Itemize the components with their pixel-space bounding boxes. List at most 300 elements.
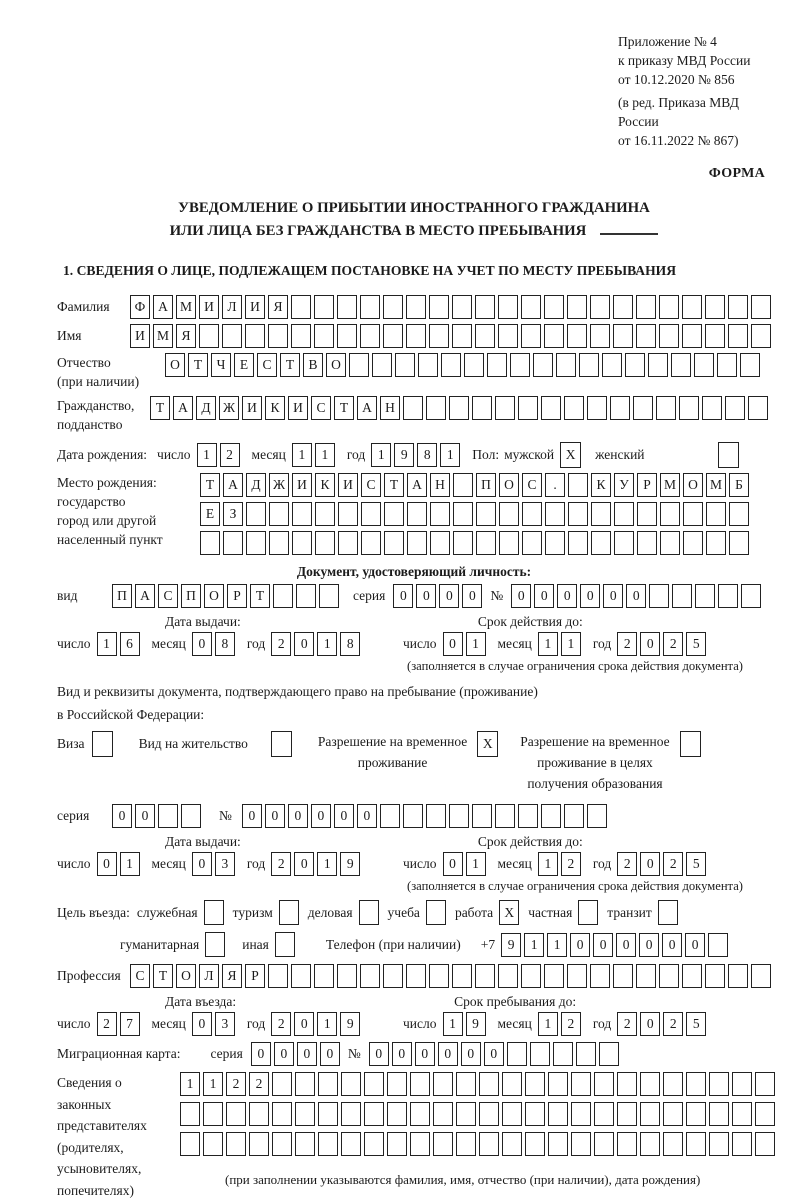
char-cell[interactable]: [510, 353, 530, 377]
char-cell[interactable]: [426, 396, 446, 420]
char-cell[interactable]: [456, 1072, 476, 1096]
char-cell[interactable]: [617, 1132, 637, 1156]
char-cell[interactable]: [272, 1072, 292, 1096]
char-cell[interactable]: [617, 1102, 637, 1126]
purpose-private-checkbox[interactable]: [578, 900, 598, 925]
char-cell[interactable]: 1: [538, 852, 558, 876]
char-cell[interactable]: [648, 353, 668, 377]
char-cell[interactable]: [387, 1132, 407, 1156]
char-cell[interactable]: Д: [246, 473, 266, 497]
char-cell[interactable]: [296, 584, 316, 608]
char-cell[interactable]: [590, 324, 610, 348]
char-cell[interactable]: 8: [417, 443, 437, 467]
char-cell[interactable]: [226, 1132, 246, 1156]
char-cell[interactable]: [683, 502, 703, 526]
char-cell[interactable]: [360, 964, 380, 988]
char-cell[interactable]: М: [706, 473, 726, 497]
char-cell[interactable]: [617, 1072, 637, 1096]
char-cell[interactable]: И: [130, 324, 150, 348]
char-cell[interactable]: [203, 1132, 223, 1156]
char-cell[interactable]: [245, 324, 265, 348]
char-cell[interactable]: [430, 531, 450, 555]
char-cell[interactable]: 5: [686, 852, 706, 876]
char-cell[interactable]: 0: [242, 804, 262, 828]
char-cell[interactable]: 0: [392, 1042, 412, 1066]
char-cell[interactable]: [180, 1102, 200, 1126]
char-cell[interactable]: В: [303, 353, 323, 377]
char-cell[interactable]: А: [223, 473, 243, 497]
char-cell[interactable]: И: [242, 396, 262, 420]
char-cell[interactable]: 0: [135, 804, 155, 828]
char-cell[interactable]: 2: [561, 852, 581, 876]
char-cell[interactable]: 0: [192, 1012, 212, 1036]
char-cell[interactable]: 2: [249, 1072, 269, 1096]
char-cell[interactable]: [553, 1042, 573, 1066]
char-cell[interactable]: 2: [97, 1012, 117, 1036]
char-cell[interactable]: [338, 502, 358, 526]
char-cell[interactable]: 2: [617, 852, 637, 876]
char-cell[interactable]: [341, 1132, 361, 1156]
char-cell[interactable]: [702, 396, 722, 420]
char-cell[interactable]: 1: [197, 443, 217, 467]
char-cell[interactable]: [636, 964, 656, 988]
purpose-work-checkbox[interactable]: X: [499, 900, 519, 925]
char-cell[interactable]: 0: [640, 632, 660, 656]
char-cell[interactable]: [672, 584, 692, 608]
char-cell[interactable]: 0: [294, 1012, 314, 1036]
char-cell[interactable]: [579, 353, 599, 377]
char-cell[interactable]: 2: [663, 852, 683, 876]
char-cell[interactable]: [295, 1072, 315, 1096]
char-cell[interactable]: [682, 324, 702, 348]
char-cell[interactable]: [751, 324, 771, 348]
char-cell[interactable]: 0: [97, 852, 117, 876]
char-cell[interactable]: 0: [557, 584, 577, 608]
char-cell[interactable]: [222, 324, 242, 348]
char-cell[interactable]: З: [223, 502, 243, 526]
char-cell[interactable]: 0: [639, 933, 659, 957]
char-cell[interactable]: Ч: [211, 353, 231, 377]
edu-residence-permit-checkbox[interactable]: [680, 731, 701, 757]
char-cell[interactable]: [545, 531, 565, 555]
char-cell[interactable]: [337, 295, 357, 319]
char-cell[interactable]: [433, 1132, 453, 1156]
char-cell[interactable]: [568, 531, 588, 555]
char-cell[interactable]: [292, 502, 312, 526]
char-cell[interactable]: [755, 1132, 775, 1156]
char-cell[interactable]: [158, 804, 178, 828]
char-cell[interactable]: С: [257, 353, 277, 377]
char-cell[interactable]: 1: [561, 632, 581, 656]
char-cell[interactable]: [349, 353, 369, 377]
char-cell[interactable]: [640, 1132, 660, 1156]
char-cell[interactable]: [683, 531, 703, 555]
char-cell[interactable]: [453, 502, 473, 526]
char-cell[interactable]: К: [315, 473, 335, 497]
char-cell[interactable]: С: [311, 396, 331, 420]
char-cell[interactable]: [380, 804, 400, 828]
char-cell[interactable]: [679, 396, 699, 420]
char-cell[interactable]: П: [181, 584, 201, 608]
char-cell[interactable]: 2: [226, 1072, 246, 1096]
char-cell[interactable]: С: [361, 473, 381, 497]
char-cell[interactable]: [292, 531, 312, 555]
char-cell[interactable]: 0: [112, 804, 132, 828]
char-cell[interactable]: [637, 502, 657, 526]
char-cell[interactable]: 7: [120, 1012, 140, 1036]
char-cell[interactable]: [594, 1072, 614, 1096]
char-cell[interactable]: [741, 584, 761, 608]
char-cell[interactable]: Ж: [269, 473, 289, 497]
char-cell[interactable]: [548, 1072, 568, 1096]
char-cell[interactable]: [571, 1102, 591, 1126]
char-cell[interactable]: [525, 1132, 545, 1156]
char-cell[interactable]: 0: [443, 632, 463, 656]
char-cell[interactable]: 0: [251, 1042, 271, 1066]
char-cell[interactable]: [246, 502, 266, 526]
char-cell[interactable]: [732, 1132, 752, 1156]
char-cell[interactable]: [479, 1072, 499, 1096]
char-cell[interactable]: [705, 964, 725, 988]
char-cell[interactable]: [226, 1102, 246, 1126]
char-cell[interactable]: 0: [297, 1042, 317, 1066]
char-cell[interactable]: [272, 1102, 292, 1126]
char-cell[interactable]: [249, 1102, 269, 1126]
char-cell[interactable]: 0: [511, 584, 531, 608]
sex-male-checkbox[interactable]: X: [560, 442, 581, 468]
char-cell[interactable]: Н: [380, 396, 400, 420]
char-cell[interactable]: 0: [603, 584, 623, 608]
char-cell[interactable]: [521, 295, 541, 319]
char-cell[interactable]: [732, 1102, 752, 1126]
char-cell[interactable]: [530, 1042, 550, 1066]
char-cell[interactable]: 1: [371, 443, 391, 467]
char-cell[interactable]: [406, 324, 426, 348]
char-cell[interactable]: [729, 531, 749, 555]
char-cell[interactable]: 2: [220, 443, 240, 467]
char-cell[interactable]: [614, 502, 634, 526]
char-cell[interactable]: 1: [466, 852, 486, 876]
char-cell[interactable]: [319, 584, 339, 608]
char-cell[interactable]: [418, 353, 438, 377]
char-cell[interactable]: [717, 353, 737, 377]
char-cell[interactable]: [729, 502, 749, 526]
char-cell[interactable]: [476, 502, 496, 526]
char-cell[interactable]: [659, 324, 679, 348]
char-cell[interactable]: [429, 324, 449, 348]
char-cell[interactable]: [406, 964, 426, 988]
char-cell[interactable]: [452, 295, 472, 319]
char-cell[interactable]: [571, 1132, 591, 1156]
char-cell[interactable]: 0: [311, 804, 331, 828]
char-cell[interactable]: Т: [280, 353, 300, 377]
char-cell[interactable]: [318, 1072, 338, 1096]
char-cell[interactable]: [364, 1102, 384, 1126]
char-cell[interactable]: 2: [561, 1012, 581, 1036]
char-cell[interactable]: Н: [430, 473, 450, 497]
purpose-business-checkbox[interactable]: [359, 900, 379, 925]
char-cell[interactable]: 0: [393, 584, 413, 608]
char-cell[interactable]: [556, 353, 576, 377]
char-cell[interactable]: 1: [292, 443, 312, 467]
char-cell[interactable]: И: [199, 295, 219, 319]
char-cell[interactable]: 0: [626, 584, 646, 608]
char-cell[interactable]: [740, 353, 760, 377]
char-cell[interactable]: М: [176, 295, 196, 319]
char-cell[interactable]: [318, 1132, 338, 1156]
char-cell[interactable]: [295, 1102, 315, 1126]
char-cell[interactable]: [200, 531, 220, 555]
char-cell[interactable]: И: [338, 473, 358, 497]
char-cell[interactable]: [732, 1072, 752, 1096]
char-cell[interactable]: 0: [265, 804, 285, 828]
char-cell[interactable]: [545, 502, 565, 526]
char-cell[interactable]: [649, 584, 669, 608]
char-cell[interactable]: 2: [663, 632, 683, 656]
char-cell[interactable]: [728, 964, 748, 988]
char-cell[interactable]: [567, 295, 587, 319]
char-cell[interactable]: [361, 531, 381, 555]
char-cell[interactable]: [449, 804, 469, 828]
char-cell[interactable]: 0: [439, 584, 459, 608]
char-cell[interactable]: 1: [180, 1072, 200, 1096]
char-cell[interactable]: [718, 584, 738, 608]
purpose-official-checkbox[interactable]: [204, 900, 224, 925]
char-cell[interactable]: [541, 396, 561, 420]
char-cell[interactable]: [728, 295, 748, 319]
char-cell[interactable]: [268, 324, 288, 348]
char-cell[interactable]: С: [130, 964, 150, 988]
char-cell[interactable]: [291, 295, 311, 319]
char-cell[interactable]: [453, 531, 473, 555]
char-cell[interactable]: [387, 1102, 407, 1126]
char-cell[interactable]: 1: [466, 632, 486, 656]
char-cell[interactable]: [659, 964, 679, 988]
char-cell[interactable]: 0: [443, 852, 463, 876]
char-cell[interactable]: [599, 1042, 619, 1066]
char-cell[interactable]: [475, 324, 495, 348]
char-cell[interactable]: Т: [200, 473, 220, 497]
char-cell[interactable]: 2: [271, 632, 291, 656]
char-cell[interactable]: [199, 324, 219, 348]
char-cell[interactable]: [249, 1132, 269, 1156]
char-cell[interactable]: [410, 1102, 430, 1126]
char-cell[interactable]: [751, 964, 771, 988]
char-cell[interactable]: 0: [640, 1012, 660, 1036]
char-cell[interactable]: 0: [192, 632, 212, 656]
char-cell[interactable]: М: [153, 324, 173, 348]
char-cell[interactable]: [383, 964, 403, 988]
char-cell[interactable]: Р: [245, 964, 265, 988]
char-cell[interactable]: 0: [334, 804, 354, 828]
char-cell[interactable]: [548, 1102, 568, 1126]
char-cell[interactable]: 6: [120, 632, 140, 656]
temp-residence-permit-checkbox[interactable]: X: [477, 731, 498, 757]
char-cell[interactable]: О: [326, 353, 346, 377]
char-cell[interactable]: [383, 324, 403, 348]
char-cell[interactable]: [384, 531, 404, 555]
char-cell[interactable]: 8: [215, 632, 235, 656]
char-cell[interactable]: 8: [340, 632, 360, 656]
char-cell[interactable]: [395, 353, 415, 377]
char-cell[interactable]: [223, 531, 243, 555]
char-cell[interactable]: 2: [617, 1012, 637, 1036]
char-cell[interactable]: [544, 324, 564, 348]
char-cell[interactable]: [614, 531, 634, 555]
char-cell[interactable]: [429, 964, 449, 988]
char-cell[interactable]: [495, 804, 515, 828]
char-cell[interactable]: 0: [462, 584, 482, 608]
char-cell[interactable]: Я: [222, 964, 242, 988]
char-cell[interactable]: [544, 964, 564, 988]
char-cell[interactable]: [541, 804, 561, 828]
char-cell[interactable]: С: [522, 473, 542, 497]
char-cell[interactable]: 0: [288, 804, 308, 828]
char-cell[interactable]: [521, 324, 541, 348]
char-cell[interactable]: [518, 396, 538, 420]
char-cell[interactable]: [518, 804, 538, 828]
char-cell[interactable]: 1: [440, 443, 460, 467]
char-cell[interactable]: [476, 531, 496, 555]
char-cell[interactable]: 0: [294, 852, 314, 876]
char-cell[interactable]: Л: [199, 964, 219, 988]
char-cell[interactable]: 0: [415, 1042, 435, 1066]
char-cell[interactable]: 9: [501, 933, 521, 957]
char-cell[interactable]: [498, 964, 518, 988]
char-cell[interactable]: О: [204, 584, 224, 608]
char-cell[interactable]: [695, 584, 715, 608]
char-cell[interactable]: 0: [294, 632, 314, 656]
char-cell[interactable]: Л: [222, 295, 242, 319]
char-cell[interactable]: 0: [534, 584, 554, 608]
char-cell[interactable]: П: [112, 584, 132, 608]
char-cell[interactable]: [564, 396, 584, 420]
char-cell[interactable]: Д: [196, 396, 216, 420]
char-cell[interactable]: У: [614, 473, 634, 497]
char-cell[interactable]: [272, 1132, 292, 1156]
char-cell[interactable]: [694, 353, 714, 377]
char-cell[interactable]: 1: [317, 1012, 337, 1036]
char-cell[interactable]: [407, 502, 427, 526]
char-cell[interactable]: О: [683, 473, 703, 497]
char-cell[interactable]: [660, 502, 680, 526]
char-cell[interactable]: [384, 502, 404, 526]
char-cell[interactable]: [441, 353, 461, 377]
char-cell[interactable]: 0: [438, 1042, 458, 1066]
char-cell[interactable]: [433, 1072, 453, 1096]
char-cell[interactable]: [456, 1132, 476, 1156]
char-cell[interactable]: [269, 531, 289, 555]
char-cell[interactable]: [430, 502, 450, 526]
char-cell[interactable]: [521, 964, 541, 988]
char-cell[interactable]: Е: [234, 353, 254, 377]
char-cell[interactable]: [464, 353, 484, 377]
char-cell[interactable]: [475, 964, 495, 988]
char-cell[interactable]: [709, 1102, 729, 1126]
char-cell[interactable]: 1: [317, 632, 337, 656]
char-cell[interactable]: Т: [150, 396, 170, 420]
char-cell[interactable]: [525, 1072, 545, 1096]
char-cell[interactable]: 1: [538, 632, 558, 656]
char-cell[interactable]: [499, 531, 519, 555]
char-cell[interactable]: [564, 804, 584, 828]
char-cell[interactable]: [337, 964, 357, 988]
char-cell[interactable]: [403, 804, 423, 828]
char-cell[interactable]: 1: [547, 933, 567, 957]
char-cell[interactable]: [610, 396, 630, 420]
char-cell[interactable]: [522, 502, 542, 526]
char-cell[interactable]: [410, 1132, 430, 1156]
char-cell[interactable]: [295, 1132, 315, 1156]
char-cell[interactable]: А: [173, 396, 193, 420]
char-cell[interactable]: [705, 324, 725, 348]
char-cell[interactable]: [479, 1102, 499, 1126]
char-cell[interactable]: О: [165, 353, 185, 377]
char-cell[interactable]: А: [357, 396, 377, 420]
char-cell[interactable]: [315, 531, 335, 555]
purpose-tourism-checkbox[interactable]: [279, 900, 299, 925]
char-cell[interactable]: [525, 1102, 545, 1126]
char-cell[interactable]: [472, 804, 492, 828]
char-cell[interactable]: [387, 1072, 407, 1096]
char-cell[interactable]: [640, 1102, 660, 1126]
char-cell[interactable]: 2: [271, 852, 291, 876]
char-cell[interactable]: 0: [461, 1042, 481, 1066]
char-cell[interactable]: 5: [686, 1012, 706, 1036]
char-cell[interactable]: [291, 324, 311, 348]
char-cell[interactable]: [706, 531, 726, 555]
char-cell[interactable]: [709, 1072, 729, 1096]
char-cell[interactable]: Ф: [130, 295, 150, 319]
char-cell[interactable]: [663, 1132, 683, 1156]
char-cell[interactable]: И: [245, 295, 265, 319]
char-cell[interactable]: 0: [593, 933, 613, 957]
char-cell[interactable]: [372, 353, 392, 377]
char-cell[interactable]: [709, 1132, 729, 1156]
char-cell[interactable]: К: [265, 396, 285, 420]
char-cell[interactable]: [660, 531, 680, 555]
char-cell[interactable]: 5: [686, 632, 706, 656]
char-cell[interactable]: [314, 964, 334, 988]
char-cell[interactable]: [507, 1042, 527, 1066]
char-cell[interactable]: 1: [538, 1012, 558, 1036]
char-cell[interactable]: 1: [524, 933, 544, 957]
char-cell[interactable]: 1: [203, 1072, 223, 1096]
char-cell[interactable]: [686, 1132, 706, 1156]
char-cell[interactable]: [708, 933, 728, 957]
char-cell[interactable]: [594, 1132, 614, 1156]
char-cell[interactable]: [360, 295, 380, 319]
char-cell[interactable]: [728, 324, 748, 348]
char-cell[interactable]: [659, 295, 679, 319]
char-cell[interactable]: [663, 1072, 683, 1096]
char-cell[interactable]: [403, 396, 423, 420]
char-cell[interactable]: [487, 353, 507, 377]
char-cell[interactable]: 2: [617, 632, 637, 656]
char-cell[interactable]: [682, 295, 702, 319]
char-cell[interactable]: [705, 295, 725, 319]
char-cell[interactable]: [706, 502, 726, 526]
char-cell[interactable]: [533, 353, 553, 377]
char-cell[interactable]: .: [545, 473, 565, 497]
char-cell[interactable]: 0: [685, 933, 705, 957]
char-cell[interactable]: 0: [616, 933, 636, 957]
char-cell[interactable]: [587, 396, 607, 420]
char-cell[interactable]: [636, 324, 656, 348]
char-cell[interactable]: 1: [120, 852, 140, 876]
char-cell[interactable]: [567, 324, 587, 348]
char-cell[interactable]: Ж: [219, 396, 239, 420]
